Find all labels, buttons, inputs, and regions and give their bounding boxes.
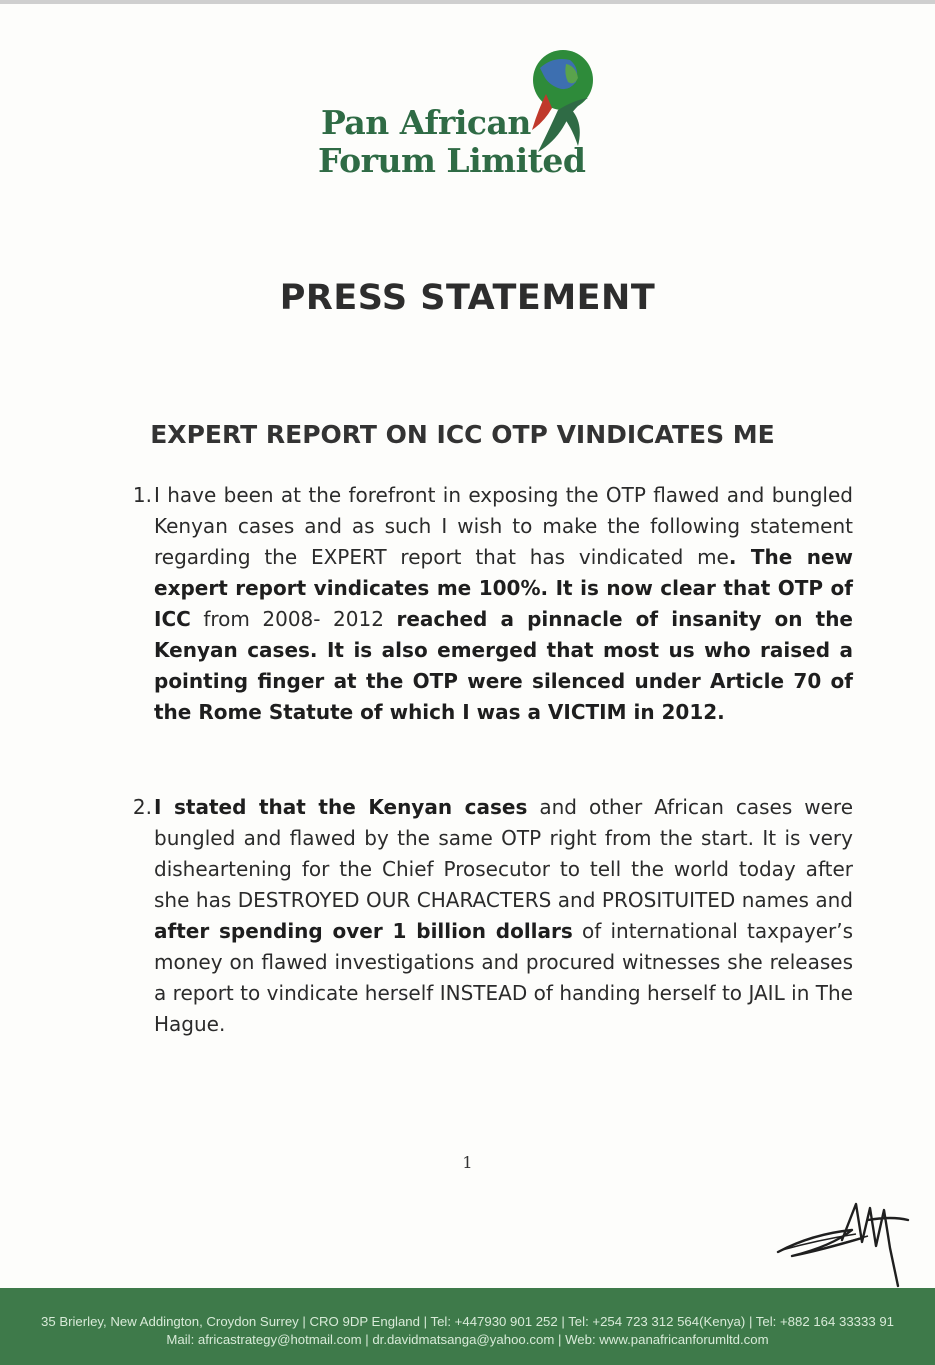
item-body bbox=[154, 792, 853, 1040]
item-bold-text: reached a pinnacle of insanity on the Kenyan cases. It is also emerged that most us who raised a pointing finger at the OTP were silenced under Article 70 of the Rome Statute of which I was a VICTIM in 2012. bbox=[154, 607, 853, 724]
press-statement-title: PRESS STATEMENT bbox=[279, 278, 656, 318]
globe-leaf-icon bbox=[518, 48, 598, 158]
footer-bar bbox=[0, 1288, 935, 1365]
item-text: I have been at the forefront in exposing the OTP flawed and bungled Kenyan cases and as such I wish to make the following statement regarding the EXPERT report that has vindicated me bbox=[154, 483, 853, 569]
logo-line-1: Pan African bbox=[321, 103, 531, 142]
company-logo bbox=[318, 48, 608, 188]
item-text: of international taxpayer’s money on flawed investigations and procured witnesses she releases a report to vindicate herself INSTEAD of handing herself to JAIL in The Hague. bbox=[154, 919, 853, 1036]
statement-item bbox=[118, 792, 853, 1040]
item-body bbox=[154, 480, 853, 728]
item-bold-text: . The new expert report vindicates me 100%. It is now clear that OTP of ICC bbox=[154, 545, 853, 631]
item-bold-text: after spending over 1 billion dollars bbox=[154, 919, 573, 943]
item-bold-text: I stated that the Kenyan cases bbox=[154, 795, 528, 819]
item-text: and other African cases were bungled and flawed by the same OTP right from the start. It is very disheartening for the Chief Prosecutor to tell the world today after she has DESTROYED OUR CHARACTERS and PROSITUITED names and bbox=[154, 795, 854, 912]
report-headline: EXPERT REPORT ON ICC OTP VINDICATES ME bbox=[150, 420, 775, 449]
item-number: 2. bbox=[132, 795, 152, 819]
item-text: from 2008- 2012 bbox=[190, 607, 397, 631]
page-number: 1 bbox=[462, 1153, 473, 1172]
item-number: 1. bbox=[132, 483, 152, 507]
handwritten-signature bbox=[772, 1190, 912, 1290]
scan-edge bbox=[0, 0, 935, 4]
footer-contact: Mail: africastrategy@hotmail.com | dr.davidmatsanga@yahoo.com | Web: www.panafricanforumltd.com bbox=[166, 1332, 769, 1347]
logo-line-2: Forum Limited bbox=[318, 141, 586, 180]
statement-item bbox=[118, 480, 853, 728]
footer-address: 35 Brierley, New Addington, Croydon Surrey | CRO 9DP England | Tel: +447930 901 252 | Tel: +254 723 312 564(Kenya) | Tel: +882 164 33333 91 bbox=[40, 1314, 895, 1329]
